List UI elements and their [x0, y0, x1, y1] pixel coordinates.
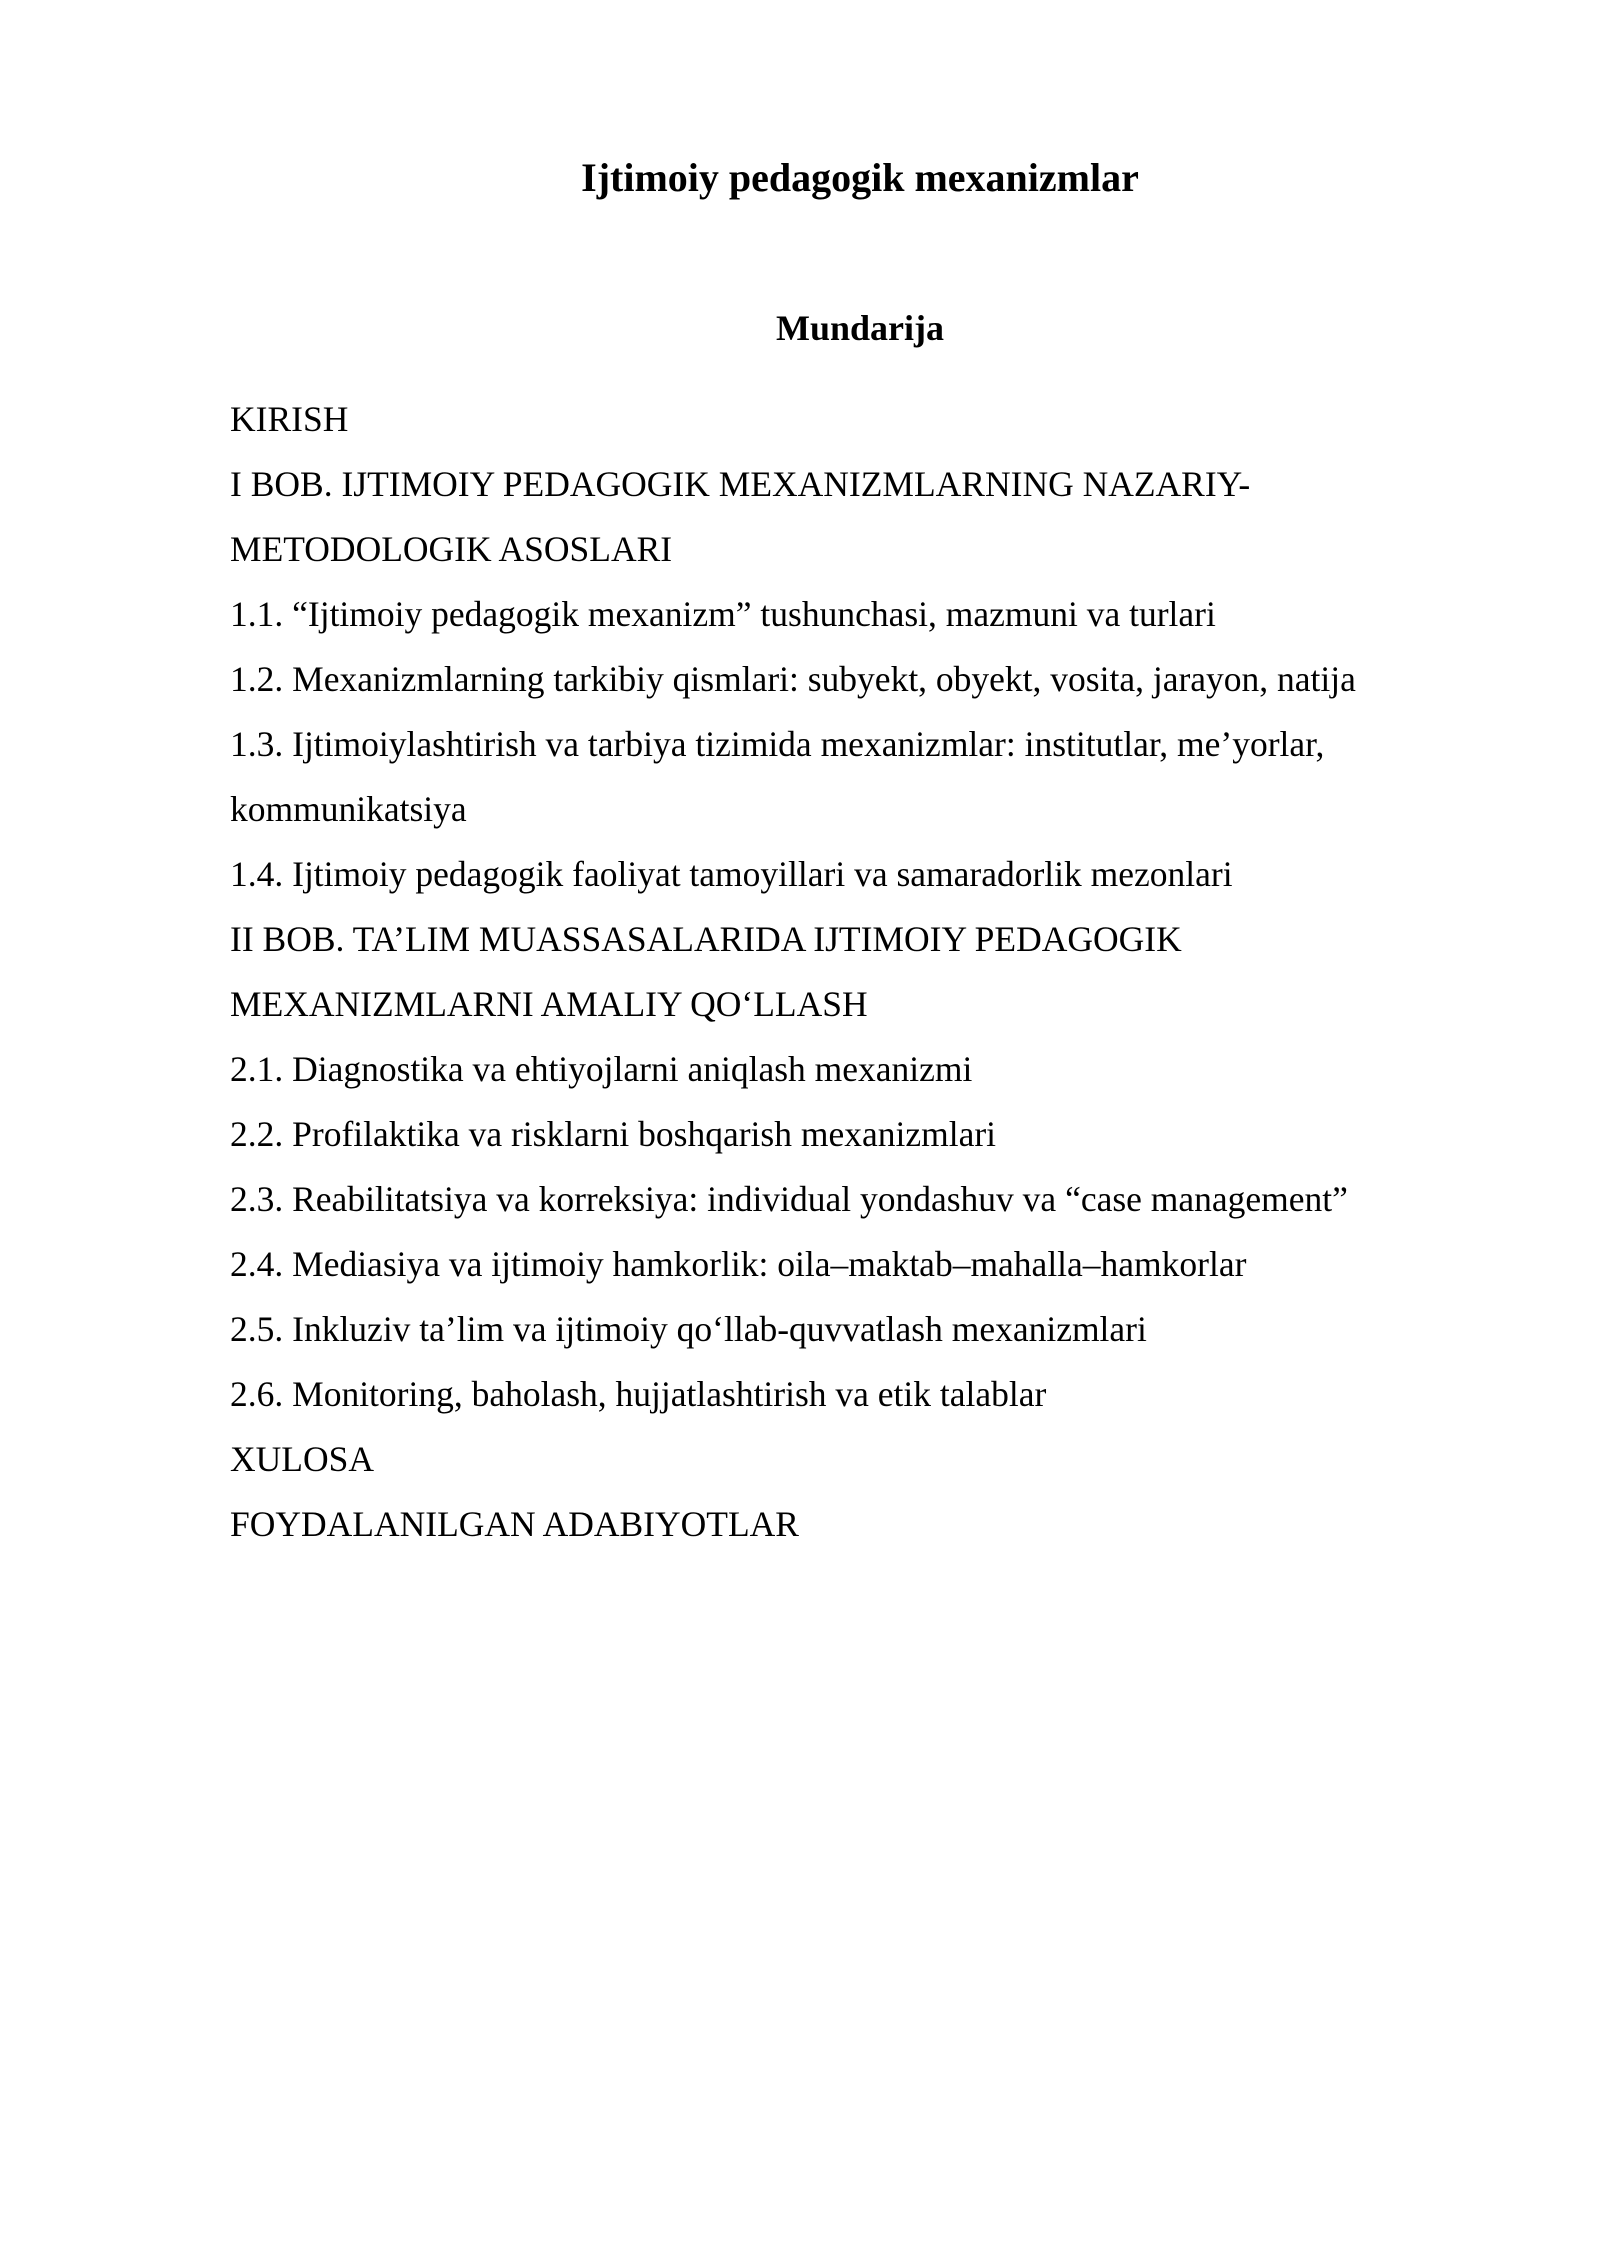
toc-entry-kirish: KIRISH: [230, 399, 349, 439]
toc-entry-1-4: 1.4. Ijtimoiy pedagogik faoliyat tamoyillari va samaradorlik mezonlari: [230, 854, 1233, 894]
toc-entry-chapter-1-cont: METODOLOGIK ASOSLARI: [230, 529, 673, 569]
toc-entry-xulosa: XULOSA: [230, 1439, 374, 1479]
toc-entry-2-1: 2.1. Diagnostika va ehtiyojlarni aniqlash mexanizmi: [230, 1049, 973, 1089]
toc-entry-1-1: 1.1. “Ijtimoiy pedagogik mexanizm” tushunchasi, mazmuni va turlari: [230, 594, 1216, 634]
toc-entry-2-4: 2.4. Mediasiya va ijtimoiy hamkorlik: oila–maktab–mahalla–hamkorlar: [230, 1244, 1247, 1284]
toc-entry-1-2: 1.2. Mexanizmlarning tarkibiy qismlari: subyekt, obyekt, vosita, jarayon, natija: [230, 659, 1356, 699]
table-of-contents: [230, 387, 1450, 1557]
toc-entry-2-6: 2.6. Monitoring, baholash, hujjatlashtirish va etik talablar: [230, 1374, 1047, 1414]
toc-entry-2-5: 2.5. Inkluziv ta’lim va ijtimoiy qo‘llab-quvvatlash mexanizmlari: [230, 1309, 1147, 1349]
toc-entry-2-2: 2.2. Profilaktika va risklarni boshqarish mexanizmlari: [230, 1114, 997, 1154]
toc-entry-chapter-2-cont: MEXANIZMLARNI AMALIY QO‘LLASH: [230, 984, 868, 1024]
toc-entry-1-3: 1.3. Ijtimoiylashtirish va tarbiya tizimida mexanizmlar: institutlar, me’yorlar,: [230, 724, 1325, 764]
document-title: Ijtimoiy pedagogik mexanizmlar: [581, 155, 1139, 200]
toc-entry-1-3-cont: kommunikatsiya: [230, 789, 467, 829]
toc-entry-chapter-1: I BOB. IJTIMOIY PEDAGOGIK MEXANIZMLARNING NAZARIY-: [230, 464, 1251, 504]
toc-entry-2-3: 2.3. Reabilitatsiya va korreksiya: individual yondashuv va “case management”: [230, 1179, 1348, 1219]
toc-entry-chapter-2: II BOB. TA’LIM MUASSASALARIDA IJTIMOIY PEDAGOGIK: [230, 919, 1182, 959]
toc-heading: Mundarija: [775, 308, 944, 348]
toc-entry-adabiyotlar: FOYDALANILGAN ADABIYOTLAR: [230, 1504, 799, 1544]
